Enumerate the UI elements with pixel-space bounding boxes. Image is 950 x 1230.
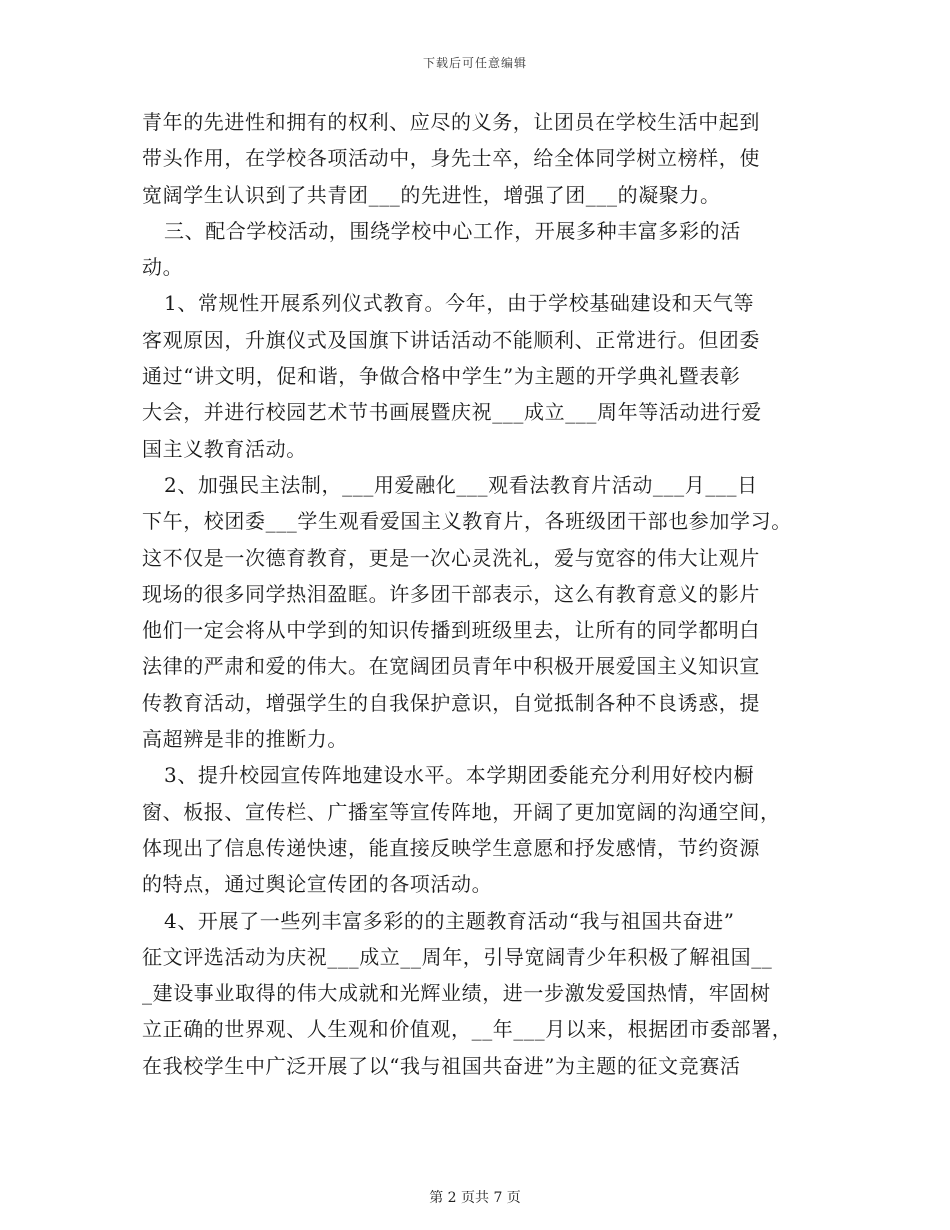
section-heading: 三、配合学校活动，围绕学校中心工作，开展多种丰富多彩的活 xyxy=(164,218,741,243)
text-line: 这不仅是一次德育教育，更是一次心灵洗礼，爱与宽容的伟大让观片 xyxy=(142,545,760,570)
text-line: 体现出了信息传递快速，能直接反映学生意愿和抒发感情，节约资源 xyxy=(142,835,760,860)
text-line: 宽阔学生认识到了共青团___的先进性，增强了团___的凝聚力。 xyxy=(142,182,721,207)
paragraph-start: 2、加强民主法制，___用爱融化___观看法教育片活动___月___日 xyxy=(164,472,758,497)
text-line: 下午，校团委___学生观看爱国主义教育片，各班级团干部也参加学习。 xyxy=(142,509,792,534)
text-line: 征文评选活动为庆祝___成立__周年，引导宽阔青少年积极了解祖国__ xyxy=(142,944,773,969)
text-line: 青年的先进性和拥有的权利、应尽的义务，让团员在学校生活中起到 xyxy=(142,110,760,134)
text-line: 通过“讲文明，促和谐，争做合格中学生”为主题的开学典礼暨表彰 xyxy=(142,364,741,389)
text-line: 传教育活动，增强学生的自我保护意识，自觉抵制各种不良诱惑，提 xyxy=(142,690,760,715)
text-line: 客观原因，升旗仪式及国旗下讲话活动不能顺利、正常进行。但团委 xyxy=(142,327,760,352)
text-line: 动。 xyxy=(142,255,184,280)
text-line: 大会，并进行校园艺术节书画展暨庆祝___成立___周年等活动进行爱 xyxy=(142,400,762,425)
text-line: 在我校学生中广泛开展了以“我与祖国共奋进”为主题的征文竞赛活 xyxy=(142,1053,741,1078)
text-line: 带头作用，在学校各项活动中，身先士卒，给全体同学树立榜样，使 xyxy=(142,146,760,171)
text-line: 窗、板报、宣传栏、广播室等宣传阵地，开阔了更加宽阔的沟通空间， xyxy=(142,799,781,824)
text-line: 的特点，通过舆论宣传团的各项活动。 xyxy=(142,872,493,897)
paragraph-start: 4、开展了一些列丰富多彩的的主题教育活动“我与祖国共奋进” xyxy=(164,908,735,933)
text-line: 高超辨是非的推断力。 xyxy=(142,727,348,752)
text-line: 立正确的世界观、人生观和价值观，__年___月以来，根据团市委部署， xyxy=(142,1017,793,1042)
paragraph-start: 1、常规性开展系列仪式教育。今年，由于学校基础建设和天气等 xyxy=(164,291,755,316)
text-line: 他们一定会将从中学到的知识传播到班级里去，让所有的同学都明白 xyxy=(142,618,760,643)
text-line: 现场的很多同学热泪盈眶。许多团干部表示，这么有教育意义的影片 xyxy=(142,581,760,606)
text-line: 法律的严肃和爱的伟大。在宽阔团员青年中积极开展爱国主义知识宣 xyxy=(142,654,760,679)
document-body xyxy=(142,104,822,1084)
page-number: 第 2 页共 7 页 xyxy=(429,1190,521,1206)
paragraph-start: 3、提升校园宣传阵地建设水平。本学期团委能充分利用好校内橱 xyxy=(164,763,755,788)
text-line: _建设事业取得的伟大成就和光辉业绩，进一步激发爱国热情，牢固树 xyxy=(142,981,771,1006)
text-line: 国主义教育活动。 xyxy=(142,436,307,461)
page-header: 下载后可任意编辑 xyxy=(422,56,527,70)
